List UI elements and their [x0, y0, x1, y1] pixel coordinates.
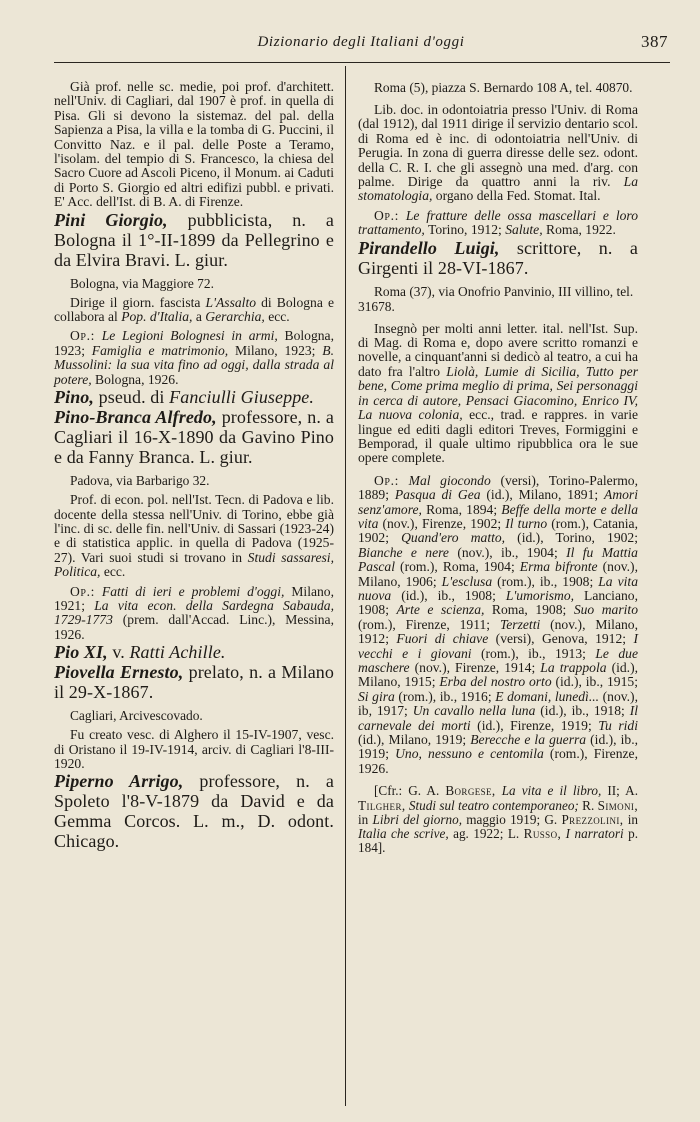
text-run: (rom.), Catania, 1902;	[358, 515, 638, 546]
entry-body	[54, 493, 334, 579]
italic-title: Berecche e la guerra	[470, 732, 587, 748]
entry-name: Pio XI,	[54, 642, 108, 663]
author-name: Russo,	[523, 826, 562, 842]
text-run: (id.), ib., 1919;	[358, 732, 638, 762]
author-name: Simoni,	[597, 797, 639, 813]
entry-works	[358, 209, 638, 238]
entry-bio: pubblicista, n. a Bologna il 1°-II-1899 da Pellegrino e da Elvira Bravi. L. giur.	[54, 209, 334, 270]
text-run: Milano, 1923;	[228, 342, 323, 358]
text-run: (rom.), ib., 1908;	[492, 573, 599, 589]
text-run: ag. 1922; L.	[448, 826, 524, 842]
entry-address: Roma (37), via Onofrio Panvinio, III villino, tel. 31678.	[358, 283, 634, 314]
italic-title: Il turno	[505, 515, 548, 531]
author-name: Borgese,	[445, 783, 496, 799]
author-name: Tilgher,	[358, 797, 406, 813]
italic-title: Studi sassaresi, Politica,	[54, 549, 334, 580]
italic-title: Erma bifronte	[519, 559, 598, 575]
italic-title: Studi sul teatro contemporaneo;	[408, 797, 579, 813]
text-run: Roma, 1908;	[484, 602, 574, 618]
italic-title: La vita nuova	[358, 573, 638, 603]
text-run: II; A.	[601, 783, 639, 799]
text-run: Dirige il giorn. fascista	[70, 294, 206, 310]
author-name: Prezzolini,	[561, 811, 624, 827]
italic-title: Bianche e nere	[358, 544, 449, 560]
text-run: (id.), ib., 1918;	[535, 703, 630, 719]
entry-heading-piovella	[54, 662, 334, 702]
entry-address: Cagliari, Arcivescovado.	[70, 708, 203, 724]
entry-address: Bologna, via Maggiore 72.	[70, 275, 214, 291]
entry-bio: pseud. di	[94, 387, 170, 408]
text-run: Lib. doc. in odontoiatria presso l'Univ. di Roma (dal 1912), dal 1911 dirige il servizio dentario scol. di Roma ed è inc. di odontoiatria nell'Univ. di Perugia. In zona di guerra diresse delle sez. odont. della C. R. I. che gli assegnò una med. d'arg. con palme. Dirige da quattro anni la riv.	[358, 102, 638, 190]
cross-reference: Fanciulli Giuseppe.	[169, 387, 314, 408]
text-run: Prof. di econ. pol. nell'Ist. Tecn. di Padova e lib. docente della stessa nell'Univ. di Torino, ebbe già l'inc. di sc. delle fin. nell'Univ. di Sassari (1923-24) e di statistica applic. in quella di Padova (1925-27). Vari suoi studi si trovano in	[54, 492, 334, 565]
works-label: Op.:	[374, 472, 399, 488]
entry-address: Roma (5), piazza S. Bernardo 108 A, tel. 40870.	[374, 80, 633, 95]
italic-title: Liolà, Lumie di Sicilia, Tutto per bene, Come prima meglio di prima, Sei personaggi in cerca di autore, Pensaci Giacomino, Enrico IV, La nuova colonia,	[358, 363, 638, 423]
text-run: Insegnò per molti anni letter. ital. nell'Ist. Sup. di Mag. di Roma e, dopo avere scritto romanzi e novelle, a cinquant'anni si dedicò al teatro, a cui ha dato fra l'altro	[358, 320, 638, 379]
entry-body	[54, 296, 334, 325]
italic-title: Pasqua di Gea	[394, 487, 481, 503]
text-run: p. 184].	[358, 826, 639, 856]
italic-title: L'umorismo,	[505, 587, 575, 603]
text-run: [Cfr.: G. A.	[374, 783, 446, 799]
italic-title: Il carnevale dei morti	[358, 703, 639, 733]
text-run	[399, 208, 406, 223]
italic-title: Beffe della morte e della vita	[358, 501, 638, 531]
italic-title: Gerarchia,	[205, 309, 265, 325]
text-run: ecc., trad. e rappres. in varie lingue ed editi dagli editori Treves, Formiggini e Bemporad, il quale ultimo ripubblica ora le sue opere complete.	[358, 407, 638, 466]
text-run: R.	[578, 797, 598, 813]
text-run	[399, 473, 409, 488]
italic-title: Terzetti	[499, 616, 541, 632]
right-column	[358, 80, 638, 856]
entry-body	[358, 103, 638, 204]
entry-heading-pino	[54, 387, 334, 407]
text-run: (id.), ib., 1908;	[391, 587, 506, 603]
italic-title: Suo marito	[573, 602, 638, 618]
text-run: a	[192, 309, 206, 325]
running-head	[54, 34, 668, 60]
entry-name: Piperno Arrigo,	[54, 771, 184, 792]
entry-body	[54, 728, 334, 771]
entry-bio: professore, n. a Spoleto l'8-V-1879 da David e da Gemma Corcos. L. m., D. odont. Chicago.	[54, 771, 334, 852]
entry-bio: professore, n. a Cagliari il 16-X-1890 da Gavino Pino e da Fanny Branca. L. giur.	[54, 407, 334, 468]
italic-title: Salute,	[505, 222, 543, 238]
cross-reference: Ratti Achille.	[129, 642, 226, 663]
text-run: di Bologna e collabora al	[54, 294, 334, 325]
text-run: (nov.), Milano, 1906;	[358, 559, 638, 589]
text-run: (nov.), ib., 1904;	[448, 544, 567, 560]
text-run: (id.), Firenze, 1919;	[470, 717, 599, 733]
entry-name: Pino-Branca Alfredo,	[54, 407, 217, 428]
entry-address: Padova, via Barbarigo 32.	[70, 473, 210, 489]
italic-title: Le fratture delle ossa mascellari e loro trattamento,	[358, 207, 638, 238]
entry-bio: prelato, n. a Milano il 29-X-1867.	[54, 662, 334, 703]
text-run: (id.), ib., 1915;	[551, 674, 638, 690]
text-run: (id.), Milano, 1919;	[358, 732, 471, 748]
italic-title: Le due maschere	[358, 645, 638, 675]
text-run: Torino, 1912;	[424, 222, 506, 238]
italic-title: La stomatologia,	[358, 174, 638, 204]
text-run: (rom.), ib., 1913;	[471, 645, 596, 661]
italic-title: Fuori di chiave	[396, 631, 489, 647]
text-run: Roma, 1894;	[421, 501, 502, 517]
italic-title: Quand'ero matto,	[401, 530, 506, 546]
italic-title: Le Legioni Bolognesi in armi,	[101, 328, 278, 344]
italic-title: L'Assalto	[205, 294, 257, 310]
italic-title: Amori senz'amore,	[358, 487, 638, 517]
italic-title: Mal giocondo	[408, 472, 491, 488]
text-run: (versi), Torino-Palermo, 1889;	[358, 472, 638, 503]
text-run: (nov.), Firenze, 1914;	[409, 660, 541, 675]
running-title: Dizionario degli Italiani d'oggi	[257, 34, 465, 50]
entry-name: Pirandello Luigi,	[358, 237, 500, 258]
text-run: Milano, 1921;	[54, 583, 334, 613]
text-run: Fu creato vesc. di Alghero il 15-IV-1907, vesc. di Oristano il 19-IV-1914, arciv. di Cagliari l'8-III-1920.	[54, 727, 334, 771]
entry-name: Pino,	[54, 387, 95, 408]
works-label: Op.:	[70, 328, 95, 344]
italic-title: Libri del giorno,	[372, 811, 462, 827]
italic-title: Tu ridi	[598, 717, 638, 733]
text-run: maggio 1919; G.	[462, 811, 562, 827]
text-run: ecc.	[264, 309, 290, 325]
entry-heading-pini-giorgio	[54, 210, 334, 270]
text-run: (rom.), ib., 1916;	[394, 688, 496, 704]
text-run: in	[623, 811, 638, 827]
italic-title: Erba del nostro orto	[439, 674, 552, 690]
text-run: (nov.), Firenze, 1902;	[378, 515, 506, 531]
italic-title: Si gira	[358, 688, 395, 704]
italic-title: Famiglia e matrimonio,	[91, 342, 229, 358]
text-run: (prem. dall'Accad. Linc.), Messina, 1926.	[54, 612, 334, 642]
column-divider	[345, 66, 346, 1106]
entry-heading-pino-branca	[54, 407, 334, 467]
italic-title: Un cavallo nella luna	[412, 703, 536, 719]
text-run: (rom.), Firenze, 1926.	[358, 746, 638, 776]
text-run: (nov.), ib, 1917;	[358, 688, 638, 719]
page-number: 387	[641, 32, 668, 51]
text-run	[95, 328, 102, 343]
text-run: (versi), Genova, 1912;	[488, 631, 634, 647]
italic-title: Italia che scrive,	[358, 826, 449, 842]
entry-name: Pini Giorgio,	[54, 209, 168, 230]
italic-title: La vita econ. della Sardegna Sabauda, 1729-1773	[54, 597, 334, 628]
text-run: organo della Fed. Stomat. Ital.	[432, 188, 601, 204]
text-run	[95, 584, 102, 599]
text-run: Lanciano, 1908;	[358, 587, 638, 618]
italic-title: Arte e scienza,	[396, 602, 485, 618]
entry-continuation-text	[54, 80, 334, 210]
left-column	[54, 80, 334, 851]
text-run: Roma, 1922.	[542, 222, 616, 238]
header-rule	[54, 62, 670, 63]
text-run: (id.), Milano, 1915;	[358, 660, 639, 690]
italic-title: I narratori	[565, 826, 624, 842]
text-run: Già prof. nelle sc. medie, poi prof. d'architett. nell'Univ. di Cagliari, dal 1907 è prof. in quella di Pisa. Gli si devono la sistemaz. del pal. della Sapienza a Pisa, la villa e la tomba di G. Puccini, il Convitto Naz. e il pal. delle Poste a Teramo, l'isolam. del tempio di S. Francesco, la chiesa del Sacro Cuore ad Ascoli Piceno, il Monum. ai Caduti di Porto S. Giorgio ed altri edifizi pubbl. e privati. E' Acc. dell'Ist. di B. A. di Firenze.	[54, 79, 334, 210]
entry-heading-piperno	[54, 771, 334, 851]
italic-title: Il fu Mattia Pascal	[358, 544, 638, 575]
entry-works	[358, 474, 638, 777]
text-run: (id.), Torino, 1902;	[505, 530, 638, 546]
text-run: (rom.), Roma, 1904;	[395, 559, 520, 575]
italic-title: B. Mussolini: la sua vita fino ad oggi, dalla strada al potere,	[54, 342, 334, 387]
italic-title: I vecchi e i giovani	[358, 631, 638, 661]
entry-body	[358, 322, 638, 466]
entry-name: Piovella Ernesto,	[54, 662, 184, 683]
text-run: (nov.), Milano, 1912;	[358, 616, 638, 647]
entry-references	[358, 784, 638, 855]
italic-title: L'esclusa	[441, 573, 493, 589]
italic-title: E domani, lunedì...	[495, 688, 600, 704]
italic-title: La vita e il libro,	[501, 783, 602, 799]
text-run: (id.), Milano, 1891;	[480, 487, 605, 503]
text-run: Bologna, 1923;	[54, 328, 334, 358]
entry-works	[54, 329, 334, 387]
entry-heading-pio-xi	[54, 642, 334, 662]
entry-works	[54, 585, 334, 643]
italic-title: Pop. d'Italia,	[121, 309, 193, 325]
text-run: ecc.	[100, 564, 126, 580]
text-run: (rom.), Firenze, 1911;	[358, 616, 500, 632]
italic-title: Uno, nessuno e centomila	[395, 746, 544, 762]
works-label: Op.:	[70, 583, 95, 599]
entry-bio: scrittore, n. a Girgenti il 28-VI-1867.	[358, 237, 638, 278]
text-run: in	[358, 811, 373, 827]
works-label: Op.:	[374, 207, 399, 223]
entry-bio: v.	[107, 642, 130, 663]
text-run: Bologna, 1926.	[91, 371, 179, 387]
italic-title: Fatti di ieri e problemi d'oggi,	[101, 583, 285, 599]
entry-heading-pirandello	[358, 238, 638, 278]
italic-title: La trappola	[540, 660, 607, 675]
